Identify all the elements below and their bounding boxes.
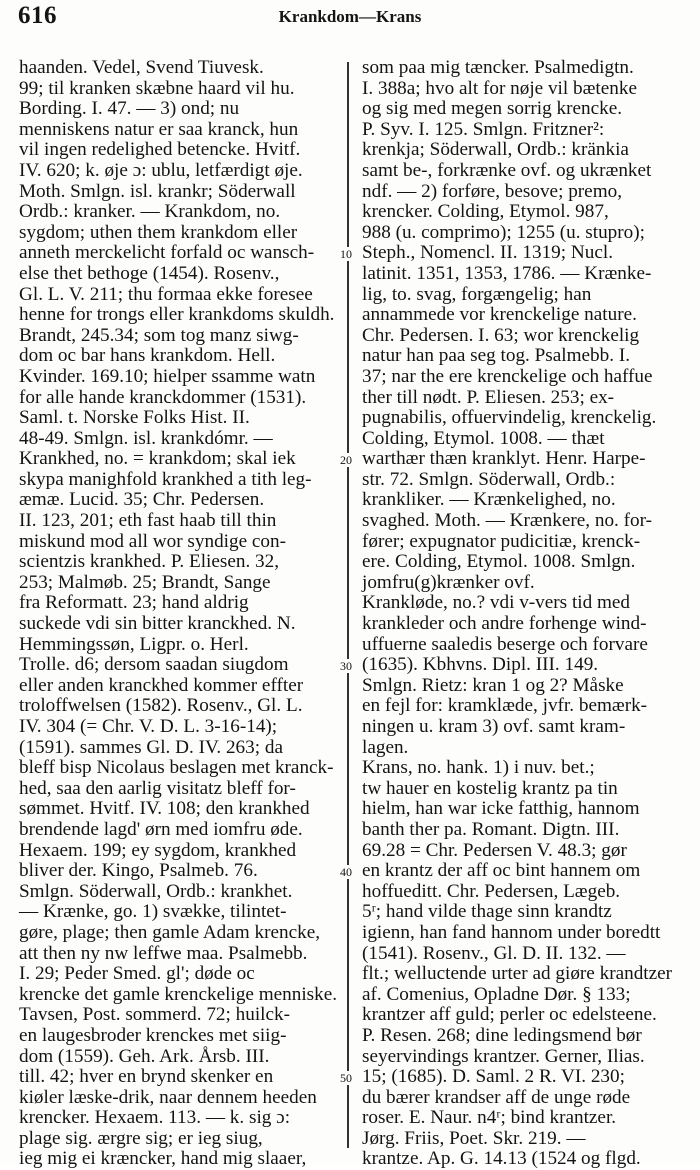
text-line: fører; expugnator pudicitiæ, krenck- [362, 530, 641, 552]
line-number: 10 [340, 247, 358, 261]
text-line: sygdom; uthen them krankdom eller [19, 221, 298, 243]
text-line: Hemmingssøn, Ligpr. o. Herl. [19, 633, 249, 655]
text-line: ieg mig ei kræncker, hand mig slaaer, [19, 1148, 307, 1170]
text-line: P. Resen. 268; dine ledingsmend bør [362, 1024, 642, 1046]
text-line: en krantz der aff oc bint hannem om [362, 860, 641, 882]
running-head: Krankdom—Krans [278, 7, 422, 26]
text-line: latinit. 1351, 1353, 1786. — Krænke- [362, 262, 652, 284]
text-line: roser. E. Naur. n4ʳ; bind krantzer. [362, 1107, 617, 1129]
text-line: som paa mig tæncker. Psalmedigtn. [362, 57, 634, 78]
text-line: (1591). sammes Gl. D. IV. 263; da [19, 736, 283, 758]
text-line: Tavsen, Post. sommerd. 72; huilck- [19, 1004, 290, 1026]
line-number: 40 [340, 865, 358, 879]
text-line: ningen u. kram 3) ovf. samt kram- [362, 716, 626, 737]
text-line: 988 (u. comprimo); 1255 (u. stupro); [362, 221, 645, 243]
text-line: banth ther pa. Romant. Digtn. III. [362, 818, 620, 840]
text-line: brendende lagd' ørn med iomfru øde. [19, 818, 303, 840]
text-line: krencker. Colding, Etymol. 987, [362, 201, 609, 223]
page-number: 616 [18, 2, 57, 29]
column-divider [347, 62, 349, 1148]
right-column [362, 58, 686, 1170]
text-line: krencke det gamle krenckelige menniske. [19, 983, 338, 1005]
text-line: IV. 620; k. øje ɔ: ublu, letfærdigt øje. [19, 159, 303, 181]
text-line: ther till nødt. P. Eliesen. 253; ex- [362, 386, 615, 408]
text-line: Krans, no. hank. 1) i nuv. bet.; [362, 757, 595, 779]
text-line: hielm, han war icke fatthig, hannom [362, 798, 640, 820]
text-line: Kvinder. 169.10; hielper ssamme watn [19, 365, 316, 387]
text-line: bliver der. Kingo, Psalmeb. 76. [19, 860, 258, 882]
text-line: Brandt, 245.34; som tog manz siwg- [19, 324, 299, 346]
text-line: Moth. Smlgn. isl. krankr; Söderwall [19, 180, 296, 202]
text-line: fra Reformatt. 23; hand aldrig [19, 592, 249, 614]
text-line: du bærer krandser aff de unge røde [362, 1086, 631, 1108]
text-line: krantzer aff guld; perler oc edelsteene. [362, 1004, 657, 1026]
text-line: krenkja; Söderwall, Ordb.: kränkia [362, 139, 629, 161]
text-line: og sig med megen sorrig krencke. [362, 98, 623, 120]
text-line: tw hauer en kostelig krantz pa tin [362, 777, 618, 799]
text-line: krankleder och andre forhenge wind- [362, 613, 647, 635]
text-line: æmæ. Lucid. 35; Chr. Pedersen. [19, 489, 265, 511]
text-line: till. 42; hver en brynd skenker en [19, 1066, 274, 1088]
text-line: plage sig. ærgre sig; er ieg siug, [19, 1127, 263, 1149]
text-line: gøre, plage; then gamle Adam krencke, [19, 921, 321, 943]
text-line: IV. 304 (= Chr. V. D. L. 3-16-14); [19, 716, 278, 737]
text-line: lig, to. svag, forgængelig; han [362, 283, 592, 305]
left-column [19, 58, 337, 1170]
text-line: else thet bethoge (1454). Rosenv., [19, 262, 280, 284]
text-line: Gl. L. V. 211; thu formaa ekke foresee [19, 283, 313, 305]
text-line: I. 29; Peder Smed. gl'; døde oc [19, 963, 255, 985]
text-line: flt.; welluctende urter ad giøre krandtzer [362, 963, 673, 985]
line-number: 20 [340, 453, 358, 467]
text-line: af. Comenius, Opladne Dør. § 133; [362, 983, 631, 1005]
text-line: bleff bisp Nicolaus beslagen met kranck- [19, 757, 334, 779]
text-line: suckede vdi sin bitter kranckhed. N. [19, 613, 296, 635]
text-line: warthær thæn kranklyt. Henr. Harpe- [362, 448, 646, 470]
text-line: haanden. Vedel, Svend Tiuvesk. [19, 57, 264, 78]
text-line: svaghed. Moth. — Krænkere, no. for- [362, 510, 653, 532]
text-line: dom oc bar hans krankdom. Hell. [19, 345, 276, 367]
text-line: hoffueditt. Chr. Pedersen, Lægeb. [362, 880, 621, 902]
text-line: 48-49. Smlgn. isl. krankdómr. — [19, 427, 273, 449]
text-line: seyervindings krantzer. Gerner, Ilias. [362, 1045, 645, 1067]
text-line: krantze. Ap. G. 14.13 (1524 og flgd. [362, 1148, 641, 1170]
text-line: I. 388a; hvo alt for nøje vil bætenke [362, 77, 637, 99]
text-line: for alle hande kranckdommer (1531). [19, 386, 307, 408]
text-line: scientzis krankhed. P. Eliesen. 32, [19, 551, 280, 573]
text-line: Saml. t. Norske Folks Hist. II. [19, 407, 250, 429]
text-line: menniskens natur er saa kranck, hun [19, 118, 299, 140]
text-line: miskund mod all wor syndige con- [19, 530, 286, 552]
text-line: troloffwelsen (1582). Rosenv., Gl. L. [19, 695, 303, 717]
text-line: pugnabilis, offuervindelig, krenckelig. [362, 407, 657, 429]
text-line: Chr. Pedersen. I. 63; wor krenckelig [362, 324, 640, 346]
text-line: Hexaem. 199; ey sygdom, krankhed [19, 839, 297, 861]
text-line: sømmet. Hvitf. IV. 108; den krankhed [19, 798, 310, 820]
text-line: Steph., Nomencl. II. 1319; Nucl. [362, 242, 613, 264]
text-line: hed, saa den aarlig visitatz bleff for- [19, 777, 296, 799]
page-header [0, 2, 700, 36]
text-line: anneth merckelicht forfald oc wansch- [19, 242, 315, 264]
text-line: att then ny nw leffwe maa. Psalmebb. [19, 942, 308, 964]
text-line: uffuerne saaledis beserge och forvare [362, 633, 648, 655]
text-line: natur han paa seg tog. Psalmebb. I. [362, 345, 631, 367]
text-line: Smlgn. Rietz: kran 1 og 2? Måske [362, 674, 624, 696]
text-line: 37; nar the ere krenckelige och haffue [362, 365, 653, 387]
text-line: en laugesbroder krenckes met siig- [19, 1024, 287, 1046]
text-line: Ordb.: kranker. — Krankdom, no. [19, 201, 281, 223]
text-line: P. Syv. I. 125. Smlgn. Fritzner²: [362, 118, 605, 140]
text-line: vil ingen redelighed betencke. Hvitf. [19, 139, 301, 161]
line-number: 50 [340, 1071, 358, 1085]
text-line: — Krænke, go. 1) svække, tilintet- [19, 901, 287, 923]
text-line: kiøler læske-drik, naar dennem heeden [19, 1086, 317, 1108]
text-line: Jørg. Friis, Poet. Skr. 219. — [362, 1127, 586, 1149]
text-line: ere. Colding, Etymol. 1008. Smlgn. [362, 551, 636, 573]
text-line: 5ʳ; hand vilde thage sinn krandtz [362, 901, 612, 923]
text-line: 253; Malmøb. 25; Brandt, Sange [19, 571, 271, 593]
text-line: krencker. Hexaem. 113. — k. sig ɔ: [19, 1107, 291, 1129]
text-line: Krankhed, no. = krankdom; skal iek [19, 448, 296, 470]
text-line: krankliker. — Krænkelighed, no. [362, 489, 616, 511]
text-line: Trolle. d6; dersom saadan siugdom [19, 654, 289, 676]
text-line: en fejl for: kramklæde, jvfr. bemærk- [362, 695, 648, 717]
text-line: 15; (1685). D. Saml. 2 R. VI. 230; [362, 1066, 625, 1088]
text-line: dom (1559). Geh. Ark. Årsb. III. [19, 1045, 270, 1067]
line-number: 30 [340, 659, 358, 673]
text-line: str. 72. Smlgn. Söderwall, Ordb.: [362, 468, 616, 490]
text-line: 99; til kranken skæbne haard vil hu. [19, 77, 295, 99]
text-line: II. 123, 201; eth fast haab till thin [19, 510, 277, 532]
text-line: eller anden kranckhed kommer effter [19, 674, 304, 696]
text-line: Bording. I. 47. — 3) ond; nu [19, 98, 240, 120]
text-line: ndf. — 2) forføre, besove; premo, [362, 180, 623, 202]
text-line: annammede vor krenckelige nature. [362, 304, 637, 326]
text-line: henne for trongs eller krankdoms skuldh. [19, 304, 335, 326]
text-line: skypa manighfold krankhed a tith leg- [19, 468, 312, 490]
text-line: jomfru(g)krænker ovf. [362, 571, 535, 593]
text-line: samt be-, forkrænke ovf. og ukrænket [362, 159, 652, 181]
text-line: (1541). Rosenv., Gl. D. II. 132. — [362, 942, 626, 964]
text-line: 69.28 = Chr. Pedersen V. 48.3; gør [362, 839, 627, 861]
text-line: (1635). Kbhvns. Dipl. III. 149. [362, 654, 599, 676]
text-line: Smlgn. Söderwall, Ordb.: krankhet. [19, 880, 293, 902]
text-line: lagen. [362, 736, 409, 758]
text-line: Krankløde, no.? vdi v-vers tid med [362, 592, 631, 614]
text-line: igienn, han fand hannom under boredtt [362, 921, 661, 943]
text-line: Colding, Etymol. 1008. — thæt [362, 427, 605, 449]
